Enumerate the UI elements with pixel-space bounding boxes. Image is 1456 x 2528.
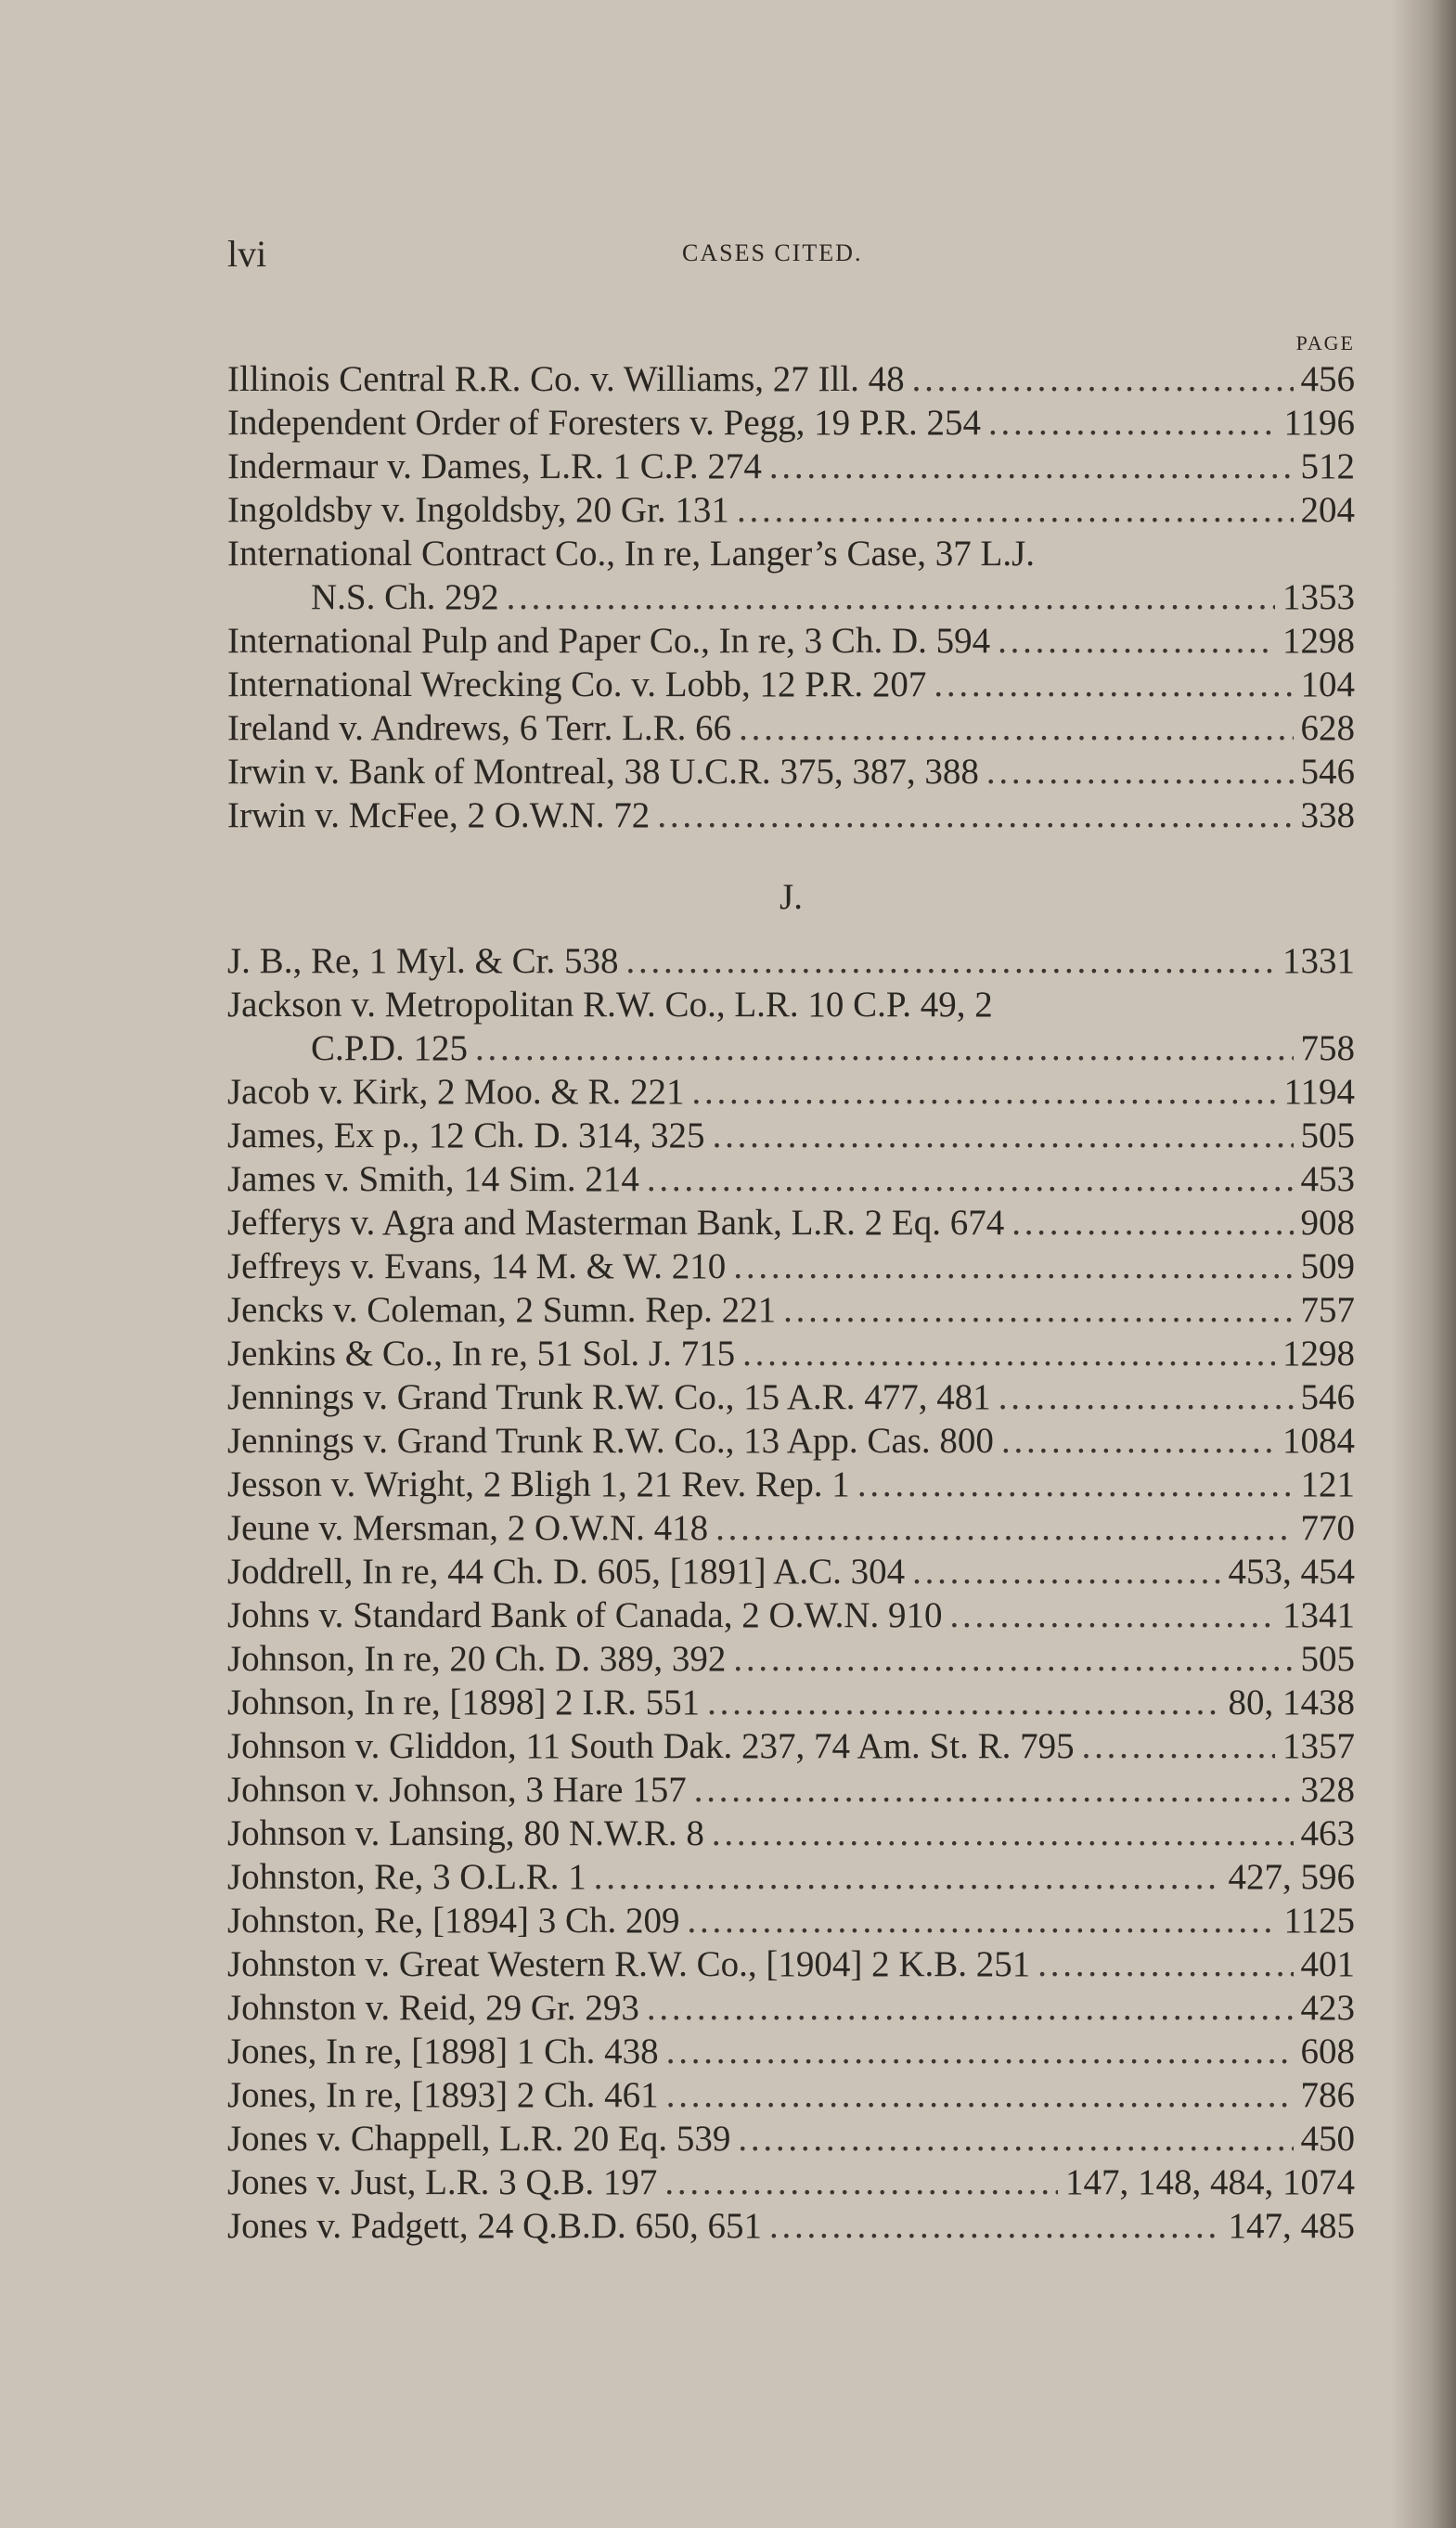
dot-leader (783, 1288, 1293, 1332)
case-entry (227, 1419, 1355, 1463)
case-entry (227, 488, 1355, 532)
case-entry (227, 1114, 1355, 1157)
case-citation: Johns v. Standard Bank of Canada, 2 O.W.N. 910 (227, 1595, 943, 1635)
page-reference: 338 (1300, 795, 1355, 835)
case-entry (227, 1637, 1355, 1681)
case-citation: Jones v. Chappell, L.R. 20 Eq. 539 (227, 2119, 731, 2159)
dot-leader (912, 1550, 1220, 1593)
case-citation: Jeune v. Mersman, 2 O.W.N. 418 (227, 1508, 709, 1548)
entries-group-i-continued (227, 619, 1355, 837)
case-citation-line-2 (227, 1026, 1355, 1070)
page-reference: 1194 (1283, 1072, 1355, 1112)
case-citation: Ingoldsby v. Ingoldsby, 20 Gr. 131 (227, 490, 729, 530)
case-entry (227, 1768, 1355, 1812)
case-citation: Jacob v. Kirk, 2 Moo. & R. 221 (227, 1072, 685, 1112)
cases-cited-list (227, 329, 1355, 2248)
dot-leader (647, 1986, 1294, 2030)
page-reference: 1298 (1282, 621, 1355, 661)
dot-leader (737, 488, 1294, 532)
dot-leader (934, 663, 1293, 706)
page-reference: 147, 485 (1228, 2206, 1355, 2246)
case-entry (227, 1724, 1355, 1768)
case-entry (227, 532, 1355, 619)
case-entry (227, 357, 1355, 401)
case-entry (227, 1201, 1355, 1245)
case-entry (227, 619, 1355, 663)
case-citation: Jones v. Padgett, 24 Q.B.D. 650, 651 (227, 2206, 762, 2246)
case-citation: Johnston, Re, [1894] 3 Ch. 209 (227, 1901, 680, 1941)
case-citation: J. B., Re, 1 Myl. & Cr. 538 (227, 941, 619, 981)
page-header (227, 232, 1359, 278)
case-citation: Johnson v. Lansing, 80 N.W.R. 8 (227, 1813, 704, 1853)
dot-leader (688, 1899, 1277, 1942)
page-reference: 147, 148, 484, 1074 (1065, 2162, 1355, 2202)
case-citation: Jones, In re, [1893] 2 Ch. 461 (227, 2075, 659, 2115)
case-entry (227, 939, 1355, 983)
case-citation: Jefferys v. Agra and Masterman Bank, L.R. 2 Eq. 674 (227, 1203, 1005, 1243)
case-entry (227, 1550, 1355, 1593)
case-citation: C.P.D. 125 (311, 1028, 469, 1068)
dot-leader (1037, 1942, 1293, 1986)
case-citation: Johnston v. Reid, 29 Gr. 293 (227, 1988, 639, 2028)
case-citation: Jennings v. Grand Trunk R.W. Co., 13 App. Cas. 800 (227, 1421, 994, 1461)
page-reference: 453 (1300, 1159, 1355, 1199)
case-entry (227, 663, 1355, 706)
case-entry (227, 1812, 1355, 1855)
page-reference: 328 (1300, 1770, 1355, 1810)
dot-leader (692, 1070, 1277, 1114)
page-reference: 546 (1300, 752, 1355, 792)
case-entry (227, 1288, 1355, 1332)
case-citation-line-1: International Contract Co., In re, Langer’s Case, 37 L.J. (227, 534, 1036, 574)
case-entry (227, 793, 1355, 837)
page-reference: 509 (1300, 1246, 1355, 1286)
dot-leader (657, 793, 1293, 837)
case-citation: James v. Smith, 14 Sim. 214 (227, 1159, 639, 1199)
dot-leader (713, 1114, 1294, 1157)
case-entry (227, 1855, 1355, 1899)
dot-leader (857, 1463, 1294, 1506)
case-entry (227, 2160, 1355, 2204)
dot-leader (742, 1332, 1275, 1375)
case-entry (227, 1986, 1355, 2030)
dot-leader (707, 1681, 1220, 1724)
page-reference: 1331 (1282, 941, 1355, 981)
page-reference: 1357 (1282, 1726, 1355, 1766)
page-reference: 104 (1300, 664, 1355, 704)
page-reference: 786 (1300, 2075, 1355, 2115)
case-citation: Independent Order of Foresters v. Pegg, 19 P.R. 254 (227, 403, 982, 443)
page-reference: 546 (1300, 1377, 1355, 1417)
dot-leader (950, 1593, 1275, 1637)
case-entry (227, 1245, 1355, 1288)
page-reference: 512 (1300, 446, 1355, 486)
case-entry (227, 1375, 1355, 1419)
section-letter-j: J. (780, 877, 803, 917)
case-citation: International Wrecking Co. v. Lobb, 12 P.R. 207 (227, 664, 927, 704)
dot-leader (1082, 1724, 1275, 1768)
dot-leader (998, 619, 1275, 663)
case-citation: Johnson v. Gliddon, 11 South Dak. 237, 74 Am. St. R. 795 (227, 1726, 1075, 1766)
page-reference: 463 (1300, 1813, 1355, 1853)
page-reference: 450 (1300, 2119, 1355, 2159)
case-citation: Jesson v. Wright, 2 Bligh 1, 21 Rev. Rep. 1 (227, 1464, 850, 1504)
page-reference: 608 (1300, 2031, 1355, 2071)
case-entry (227, 1942, 1355, 1986)
page-reference: 1125 (1283, 1901, 1355, 1941)
case-citation: Illinois Central R.R. Co. v. Williams, 27 Ill. 48 (227, 359, 905, 399)
case-citation: Johnston, Re, 3 O.L.R. 1 (227, 1857, 586, 1897)
dot-leader (769, 2204, 1221, 2248)
dot-leader (1001, 1419, 1275, 1463)
case-citation: Indermaur v. Dames, L.R. 1 C.P. 274 (227, 446, 762, 486)
entries-group-i (227, 357, 1355, 532)
dot-leader (694, 1768, 1294, 1812)
page-column-label: PAGE (1295, 331, 1355, 355)
case-entry (227, 2030, 1355, 2073)
case-citation: Jennings v. Grand Trunk R.W. Co., 15 A.R. 477, 481 (227, 1377, 991, 1417)
dot-leader (664, 2160, 1058, 2204)
dot-leader (733, 1637, 1293, 1681)
dot-leader (507, 575, 1275, 619)
page-reference: 505 (1300, 1639, 1355, 1679)
case-citation: Johnston v. Great Western R.W. Co., [1904] 2 K.B. 251 (227, 1944, 1031, 1984)
page-reference: 204 (1300, 490, 1355, 530)
dot-leader (594, 1855, 1221, 1899)
case-citation: Johnson v. Johnson, 3 Hare 157 (227, 1770, 687, 1810)
page-reference: 758 (1300, 1028, 1355, 1068)
dot-leader (739, 706, 1293, 750)
dot-leader (999, 1375, 1294, 1419)
page-reference: 423 (1300, 1988, 1355, 2028)
dot-leader (712, 1812, 1294, 1855)
case-entry (227, 445, 1355, 488)
page-reference: 121 (1300, 1464, 1355, 1504)
case-citation: Irwin v. Bank of Montreal, 38 U.C.R. 375, 387, 388 (227, 752, 979, 792)
page-reference: 401 (1300, 1944, 1355, 1984)
case-citation: Jones, In re, [1898] 1 Ch. 438 (227, 2031, 659, 2071)
dot-leader (625, 939, 1275, 983)
dot-leader (666, 2030, 1294, 2073)
dot-leader (715, 1506, 1293, 1550)
dot-leader (986, 750, 1294, 793)
dot-leader (733, 1245, 1293, 1288)
case-entry (227, 1593, 1355, 1637)
case-citation: N.S. Ch. 292 (311, 577, 499, 617)
case-entry (227, 1899, 1355, 1942)
page-reference: 453, 454 (1228, 1552, 1355, 1592)
case-entry (227, 2117, 1355, 2160)
case-entry (227, 401, 1355, 445)
entries-group-j (227, 1070, 1355, 2248)
case-entry (227, 1157, 1355, 1201)
dot-leader (769, 445, 1294, 488)
case-citation-line-1: Jackson v. Metropolitan R.W. Co., L.R. 10 C.P. 49, 2 (227, 985, 993, 1025)
case-citation-line-2 (227, 575, 1355, 619)
case-entry (227, 2204, 1355, 2248)
case-entry (227, 2073, 1355, 2117)
dot-leader (912, 357, 1294, 401)
page-reference: 456 (1300, 359, 1355, 399)
case-entry (227, 1681, 1355, 1724)
page-edge-shadow (1391, 0, 1456, 2528)
page-reference: 505 (1300, 1116, 1355, 1155)
case-entry (227, 1332, 1355, 1375)
page-reference: 1298 (1282, 1334, 1355, 1374)
case-entry (227, 1070, 1355, 1114)
page-reference: 628 (1300, 708, 1355, 748)
page-reference: 1353 (1282, 577, 1355, 617)
page-reference: 427, 596 (1228, 1857, 1355, 1897)
page-reference: 80, 1438 (1228, 1683, 1355, 1722)
dot-leader (666, 2073, 1294, 2117)
page-reference: 1196 (1283, 403, 1355, 443)
case-citation: Jenkins & Co., In re, 51 Sol. J. 715 (227, 1334, 736, 1374)
case-entry (227, 706, 1355, 750)
dot-leader (1011, 1201, 1293, 1245)
dot-leader (738, 2117, 1293, 2160)
case-citation: Jones v. Just, L.R. 3 Q.B. 197 (227, 2162, 658, 2202)
case-entry (227, 1463, 1355, 1506)
page-reference: 1341 (1282, 1595, 1355, 1635)
case-citation: International Pulp and Paper Co., In re, 3 Ch. D. 594 (227, 621, 991, 661)
case-citation: James, Ex p., 12 Ch. D. 314, 325 (227, 1116, 705, 1155)
case-citation: Irwin v. McFee, 2 O.W.N. 72 (227, 795, 651, 835)
dot-leader (647, 1157, 1294, 1201)
case-citation: Johnson, In re, [1898] 2 I.R. 551 (227, 1683, 701, 1722)
case-entry (227, 983, 1355, 1070)
case-citation: Jencks v. Coleman, 2 Sumn. Rep. 221 (227, 1290, 777, 1330)
page-number: lvi (227, 233, 267, 275)
page-reference: 757 (1300, 1290, 1355, 1330)
page-reference: 1084 (1282, 1421, 1355, 1461)
page-reference: 770 (1300, 1508, 1355, 1548)
case-citation: Joddrell, In re, 44 Ch. D. 605, [1891] A.C. 304 (227, 1552, 906, 1592)
dot-leader (988, 401, 1276, 445)
case-citation: Johnson, In re, 20 Ch. D. 389, 392 (227, 1639, 727, 1679)
running-head: CASES CITED. (682, 239, 863, 266)
dot-leader (475, 1026, 1293, 1070)
page-reference: 908 (1300, 1203, 1355, 1243)
case-citation: Ireland v. Andrews, 6 Terr. L.R. 66 (227, 708, 732, 748)
case-entry (227, 1506, 1355, 1550)
case-citation: Jeffreys v. Evans, 14 M. & W. 210 (227, 1246, 727, 1286)
case-entry (227, 750, 1355, 793)
